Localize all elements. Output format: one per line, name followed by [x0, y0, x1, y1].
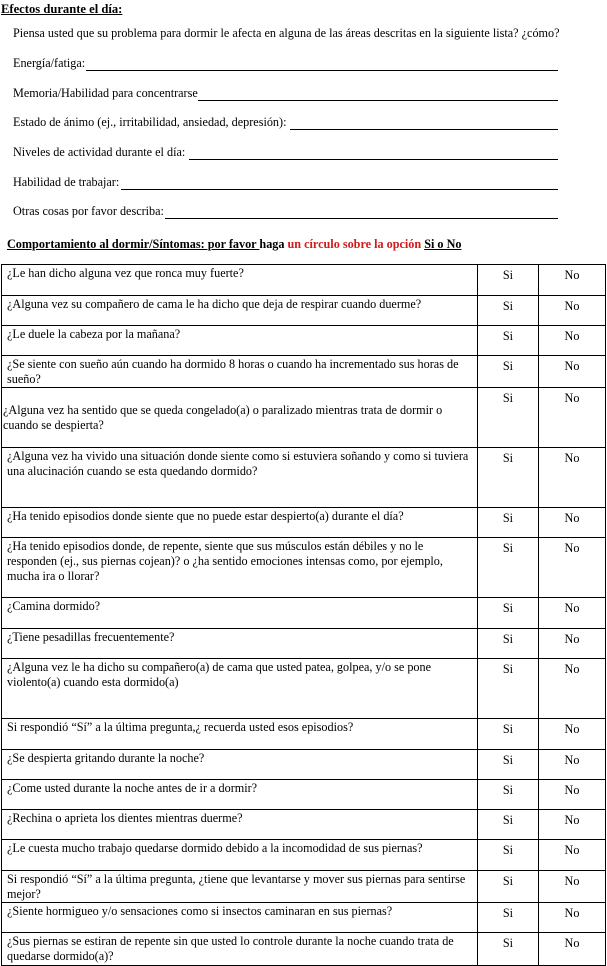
field-label: Otras cosas por favor describa: [13, 204, 164, 218]
question-row [2, 840, 606, 871]
question-row [2, 780, 606, 810]
option-no[interactable]: No [539, 538, 606, 598]
question-row [2, 750, 606, 780]
option-si[interactable]: Si [478, 659, 539, 719]
question-text: Si respondió “Sí” a la última pregunta, ¿tiene que levantarse y mover sus piernas para sentirse mejor? [2, 871, 478, 903]
question-row [2, 265, 606, 296]
option-no[interactable]: No [539, 840, 606, 871]
option-si[interactable]: Si [478, 508, 539, 538]
question-row [2, 598, 606, 629]
option-si[interactable]: Si [478, 296, 539, 326]
question-row [2, 356, 606, 388]
question-text: ¿Siente hormigueo y/o sensaciones como si insectos caminaran en sus piernas? [2, 903, 478, 933]
question-row [2, 871, 606, 903]
question-text: ¿Le han dicho alguna vez que ronca muy fuerte? [2, 265, 478, 296]
field-memory[interactable] [13, 85, 558, 101]
question-text: ¿Camina dormido? [2, 598, 478, 629]
answer-blank[interactable] [198, 89, 558, 101]
question-row [2, 629, 606, 659]
option-si[interactable]: Si [478, 538, 539, 598]
option-si[interactable]: Si [478, 810, 539, 840]
option-no[interactable]: No [539, 508, 606, 538]
question-text: ¿Se siente con sueño aún cuando ha dormido 8 horas o cuando ha incrementado sus horas de sueño? [2, 356, 478, 388]
answer-blank[interactable] [290, 118, 558, 130]
question-row [2, 508, 606, 538]
question-row [2, 903, 606, 933]
section-heading-sleep-symptoms [7, 237, 461, 252]
option-si[interactable]: Si [478, 871, 539, 903]
question-text: ¿Ha tenido episodios donde, de repente, siente que sus músculos están débiles y no le responden (ej., sus piernas cojean)? o ¿ha sentido emociones intensas como, por ejemplo, mucha ira o llorar? [2, 538, 478, 598]
option-no[interactable]: No [539, 598, 606, 629]
field-activity[interactable] [13, 144, 558, 160]
field-label: Habilidad de trabajar: [13, 175, 120, 189]
option-si[interactable]: Si [478, 448, 539, 508]
field-label: Estado de ánimo (ej., irritabilidad, ansiedad, depresión): [13, 115, 287, 129]
heading-instruction-red: un círculo sobre la opción [287, 237, 422, 251]
answer-blank[interactable] [86, 59, 558, 71]
question-row [2, 296, 606, 326]
option-no[interactable]: No [539, 326, 606, 356]
heading-part: Comportamiento al dormir/Síntomas: por favor [7, 237, 260, 251]
option-no[interactable]: No [539, 780, 606, 810]
question-row [2, 538, 606, 598]
question-text: ¿Alguna vez ha sentido que se queda congelado(a) o paralizado mientras trata de dormir o cuando se despierta? [2, 388, 478, 448]
answer-blank[interactable] [165, 207, 558, 219]
question-text: ¿Se despierta gritando durante la noche? [2, 750, 478, 780]
section-title-daytime-effects: Efectos durante el día: [1, 2, 123, 16]
question-row [2, 933, 606, 966]
option-si[interactable]: Si [478, 840, 539, 871]
option-no[interactable]: No [539, 750, 606, 780]
question-text: ¿Alguna vez su compañero de cama le ha dicho que deja de respirar cuando duerme? [2, 296, 478, 326]
question-row [2, 448, 606, 508]
question-row [2, 810, 606, 840]
field-work[interactable] [13, 174, 558, 190]
question-text: ¿Alguna vez ha vivido una situación donde siente como si estuviera soñando y como si tuviera una alucinación cuando se esta quedando dormido? [2, 448, 478, 508]
heading-part: haga [259, 237, 288, 251]
field-energy[interactable] [13, 55, 558, 71]
option-si[interactable]: Si [478, 719, 539, 750]
option-si[interactable]: Si [478, 780, 539, 810]
question-text: ¿Le duele la cabeza por la mañana? [2, 326, 478, 356]
question-text: ¿Ha tenido episodios donde siente que no puede estar despierto(a) durante el día? [2, 508, 478, 538]
option-no[interactable]: No [539, 356, 606, 388]
option-si[interactable]: Si [478, 356, 539, 388]
symptoms-table [1, 264, 606, 966]
option-si[interactable]: Si [478, 629, 539, 659]
option-no[interactable]: No [539, 871, 606, 903]
option-si[interactable]: Si [478, 388, 539, 448]
option-no[interactable]: No [539, 903, 606, 933]
option-no[interactable]: No [539, 629, 606, 659]
question-row [2, 719, 606, 750]
option-si[interactable]: Si [478, 265, 539, 296]
option-si[interactable]: Si [478, 326, 539, 356]
intro-question: Piensa usted que su problema para dormir le afecta en alguna de las áreas descritas en la siguiente lista? ¿cómo? [13, 26, 560, 40]
option-no[interactable]: No [539, 448, 606, 508]
option-si[interactable]: Si [478, 750, 539, 780]
question-text: ¿Tiene pesadillas frecuentemente? [2, 629, 478, 659]
question-text: ¿Rechina o aprieta los dientes mientras duerme? [2, 810, 478, 840]
heading-options: Si o No [424, 237, 462, 251]
question-text: ¿Sus piernas se estiran de repente sin que usted lo controle durante la noche cuando trata de quedarse dormido(a)? [2, 933, 478, 966]
field-label: Energía/fatiga: [13, 56, 86, 70]
answer-blank[interactable] [189, 148, 558, 160]
field-mood[interactable] [13, 114, 558, 130]
question-row [2, 326, 606, 356]
option-no[interactable]: No [539, 265, 606, 296]
option-si[interactable]: Si [478, 598, 539, 629]
question-row [2, 388, 606, 448]
question-text: Si respondió “Sí” a la última pregunta,¿ recuerda usted esos episodios? [2, 719, 478, 750]
question-text: ¿Alguna vez le ha dicho su compañero(a) de cama que usted patea, golpea, y/o se pone violento(a) cuando esta dormido(a) [2, 659, 478, 719]
question-text: ¿Le cuesta mucho trabajo quedarse dormido debido a la incomodidad de sus piernas? [2, 840, 478, 871]
answer-blank[interactable] [121, 178, 558, 190]
option-no[interactable]: No [539, 388, 606, 448]
option-no[interactable]: No [539, 810, 606, 840]
option-no[interactable]: No [539, 296, 606, 326]
question-text: ¿Come usted durante la noche antes de ir a dormir? [2, 780, 478, 810]
option-si[interactable]: Si [478, 933, 539, 966]
option-si[interactable]: Si [478, 903, 539, 933]
field-label: Niveles de actividad durante el día: [13, 145, 186, 159]
field-label: Memoria/Habilidad para concentrarse [13, 86, 198, 100]
option-no[interactable]: No [539, 719, 606, 750]
option-no[interactable]: No [539, 659, 606, 719]
option-no[interactable]: No [539, 933, 606, 966]
question-row [2, 659, 606, 719]
field-other[interactable] [13, 203, 558, 219]
